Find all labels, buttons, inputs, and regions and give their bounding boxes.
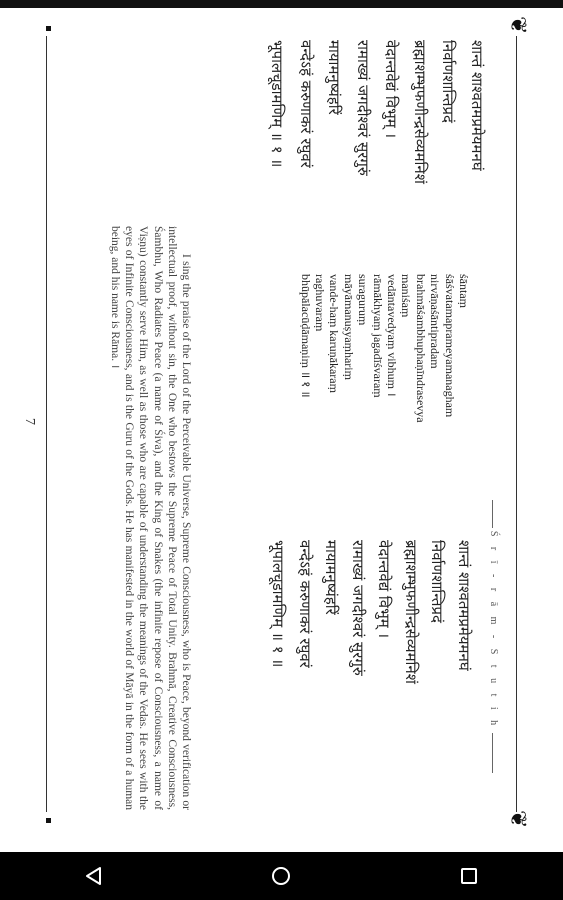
footer-rule — [46, 36, 47, 812]
translation-paragraph: I sing the praise of the Lord of the Perceivable Universe, Supreme Consciousness, who is Peace, beyond verification or intellectual proof, without sin, the One who bestows the Supreme Peace of Total Unity. Brahmā, Creative Consciousness, Śambhu, Who Radiates Peace (a name of Śiva), and the King of Snakes (the infinite repose of Consciousness, a name of Viṣṇu) constantly serve Him, as well as those who are capable of understanding the meanings of the Vedas. He sees with the eyes of Infinite Consciousness, and is the Guru of the Gods. He has manifested in the world of Māyā in the form of a human being, and his name is Rāma. । — [108, 226, 192, 810]
verse-line: nirvāṇaśāntipradam — [428, 274, 443, 369]
verse-line: वेदान्तवेद्यं विभुम् । — [375, 540, 394, 639]
ornament-icon: ❦ — [506, 16, 531, 35]
verse-line: भूपालचूडामणिम् ॥ १ ॥ — [268, 40, 287, 168]
recents-square-icon — [458, 865, 480, 887]
sanskrit-verse-left — [263, 40, 491, 184]
navigation-bar — [0, 852, 563, 900]
verse-line: śāntaṃ — [457, 274, 471, 308]
verse-line: रामाख्यं जगदीश्वरं सुरगुरुं — [354, 40, 372, 176]
verse-line: निर्वाणशान्तिप्रदं — [439, 40, 458, 123]
verse-line: मायामनुष्यंहरिं — [325, 40, 344, 115]
corner-dot — [46, 26, 51, 31]
verse-line: māyāmanuṣyaṃhariṃ — [341, 274, 356, 380]
home-button[interactable] — [251, 852, 311, 900]
ornament-icon: ❦ — [506, 810, 531, 829]
back-triangle-icon — [83, 865, 105, 887]
verse-line: शान्तं शाश्वतमप्रमेयमनघं — [468, 40, 486, 171]
corner-dot — [46, 818, 51, 823]
verse-line: शान्तं शाश्वतमप्रमेयमनघं — [455, 540, 473, 671]
home-circle-icon — [270, 865, 292, 887]
verse-line: śāśvatamaprameyamanagham — [442, 274, 457, 418]
back-button[interactable] — [64, 852, 124, 900]
verse-line: ब्रह्माशम्भुफणीन्द्रसेव्यमनिशं — [411, 40, 429, 184]
verse-line: raghuvaraṃ — [312, 274, 327, 332]
verse-line: suraguruṃ — [356, 274, 371, 326]
verse-line: वन्देऽहं करुणाकरं रघुवरं — [297, 40, 315, 168]
verse-line: bhūpālacūḍāmaṇiṃ ॥ १ ॥ — [298, 274, 313, 398]
verse-line: rāmākhyaṃ jagadīśvaraṃ — [370, 274, 385, 398]
sanskrit-verse-right — [265, 540, 477, 684]
transliteration-verse — [298, 274, 471, 423]
verse-line: वन्देऽहं करुणाकरं रघुवरं — [296, 540, 314, 668]
verse-line: maniśaṃ — [399, 274, 414, 318]
verse-line: vande-haṃ karuṇākaraṃ — [327, 274, 342, 393]
verse-line: भूपालचूडामणिम् ॥ १ ॥ — [269, 540, 288, 668]
recents-button[interactable] — [439, 852, 499, 900]
running-title: Ś r ī - r ā m - S t u t i h — [488, 530, 499, 730]
verse-line: brahmāśambhuphaṇīndrasevya — [413, 274, 428, 423]
verse-line: vedāntavedyaṃ vibhuṃ । — [384, 274, 399, 397]
verse-line: वेदान्तवेद्यं विभुम् । — [382, 40, 401, 139]
title-rule-right — [492, 733, 493, 773]
verse-line: मायामनुष्यंहरिं — [322, 540, 341, 615]
verse-line: रामाख्यं जगदीश्वरं सुरगुरुं — [349, 540, 367, 676]
header-rule — [516, 36, 517, 812]
verse-line: निर्वाणशान्तिप्रदं — [428, 540, 447, 623]
verse-line: ब्रह्माशम्भुफणीन्द्रसेव्यमनिशं — [402, 540, 420, 684]
page-number: 7 — [22, 418, 37, 425]
